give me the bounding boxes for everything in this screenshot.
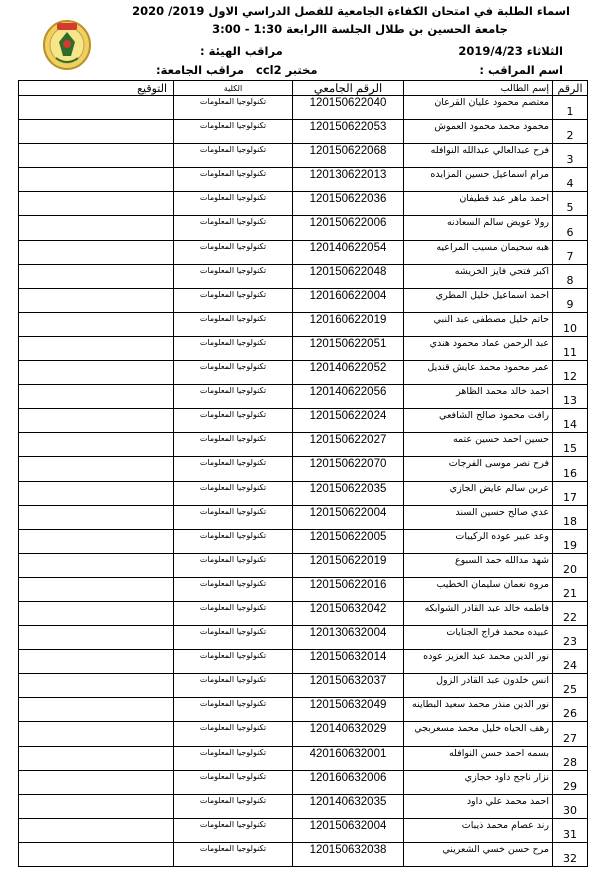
university-id: 120140622052 (293, 361, 404, 385)
table-row (19, 216, 588, 240)
university-id: 120150622024 (293, 409, 404, 433)
table-row (19, 433, 588, 457)
student-number: 3 (553, 144, 588, 168)
university-id: 120150622016 (293, 577, 404, 601)
student-number: 27 (553, 722, 588, 746)
university-id: 120150622027 (293, 433, 404, 457)
table-body (19, 96, 588, 867)
signature-cell (19, 144, 174, 168)
table-row (19, 553, 588, 577)
student-name: محمود محمد محمود العموش (404, 120, 553, 144)
table-header-row (19, 81, 588, 96)
table-row (19, 120, 588, 144)
signature-cell (19, 481, 174, 505)
signature-cell (19, 96, 174, 120)
student-number: 23 (553, 626, 588, 650)
column-header-number: الرقم (553, 81, 588, 96)
student-number: 6 (553, 216, 588, 240)
student-number: 19 (553, 529, 588, 553)
table-row (19, 650, 588, 674)
student-name: انس خلدون عبد القادر الزول (404, 674, 553, 698)
university-id: 120150632038 (293, 842, 404, 866)
university-id: 120150622006 (293, 216, 404, 240)
signature-cell (19, 770, 174, 794)
signature-cell (19, 288, 174, 312)
faculty-proctor-label: مراقب الهيئة : (200, 44, 283, 58)
student-number: 9 (553, 288, 588, 312)
college-name: تكنولوجيا المعلومات (174, 818, 293, 842)
table-row (19, 842, 588, 866)
student-name: عربن سالم عايض الجازي (404, 481, 553, 505)
signature-cell (19, 312, 174, 336)
college-name: تكنولوجيا المعلومات (174, 192, 293, 216)
table-row (19, 770, 588, 794)
college-name: تكنولوجيا المعلومات (174, 553, 293, 577)
college-name: تكنولوجيا المعلومات (174, 120, 293, 144)
student-number: 32 (553, 842, 588, 866)
student-name: فرح نصر موسى الفرجات (404, 457, 553, 481)
signature-cell (19, 409, 174, 433)
student-number: 4 (553, 168, 588, 192)
student-name: احمد خالد محمد الظاهر (404, 385, 553, 409)
university-id: 120140632035 (293, 794, 404, 818)
college-name: تكنولوجيا المعلومات (174, 529, 293, 553)
college-name: تكنولوجيا المعلومات (174, 433, 293, 457)
college-name: تكنولوجيا المعلومات (174, 698, 293, 722)
college-name: تكنولوجيا المعلومات (174, 505, 293, 529)
college-name: تكنولوجيا المعلومات (174, 577, 293, 601)
university-id: 120130632004 (293, 626, 404, 650)
university-id: 120150622005 (293, 529, 404, 553)
signature-cell (19, 626, 174, 650)
college-name: تكنولوجيا المعلومات (174, 336, 293, 360)
student-name: احمد ماهر عبد قطيفان (404, 192, 553, 216)
table-row (19, 626, 588, 650)
student-number: 11 (553, 336, 588, 360)
university-id: 120140622056 (293, 385, 404, 409)
signature-cell (19, 216, 174, 240)
table-row (19, 312, 588, 336)
column-header-university-id: الرقم الجامعي (293, 81, 404, 96)
university-id: 120140632029 (293, 722, 404, 746)
signature-cell (19, 505, 174, 529)
student-number: 21 (553, 577, 588, 601)
signature-cell (19, 529, 174, 553)
signature-cell (19, 722, 174, 746)
table-row (19, 288, 588, 312)
college-name: تكنولوجيا المعلومات (174, 626, 293, 650)
table-row (19, 457, 588, 481)
student-number: 24 (553, 650, 588, 674)
student-number: 13 (553, 385, 588, 409)
university-id: 120150622048 (293, 264, 404, 288)
student-name: عدي صالح حسين السند (404, 505, 553, 529)
university-id: 120150622019 (293, 553, 404, 577)
college-name: تكنولوجيا المعلومات (174, 361, 293, 385)
college-name: تكنولوجيا المعلومات (174, 481, 293, 505)
student-name: احمد اسماعيل خليل المطري (404, 288, 553, 312)
table-row (19, 746, 588, 770)
table-row (19, 264, 588, 288)
university-emblem-icon (42, 18, 92, 70)
college-name: تكنولوجيا المعلومات (174, 722, 293, 746)
signature-cell (19, 264, 174, 288)
student-number: 7 (553, 240, 588, 264)
table-row (19, 818, 588, 842)
university-id: 120150622070 (293, 457, 404, 481)
student-name: معتصم محمود عليان القرعان (404, 96, 553, 120)
students-table (18, 80, 588, 867)
student-name: رولا عويض سالم السعادنه (404, 216, 553, 240)
student-name: مرح حسن خسي الشعريني (404, 842, 553, 866)
student-number: 30 (553, 794, 588, 818)
proctor-name-label: اسم المراقب : (479, 63, 563, 77)
student-name: عبد الرحمن عماد محمود هندي (404, 336, 553, 360)
student-number: 20 (553, 553, 588, 577)
signature-cell (19, 192, 174, 216)
university-id: 120150632037 (293, 674, 404, 698)
lab-name: مختبر ccl2 (256, 63, 318, 77)
student-number: 16 (553, 457, 588, 481)
student-number: 31 (553, 818, 588, 842)
student-name: رند عصام محمد ذيبات (404, 818, 553, 842)
university-id: 120140622054 (293, 240, 404, 264)
student-number: 10 (553, 312, 588, 336)
college-name: تكنولوجيا المعلومات (174, 409, 293, 433)
student-name: هبه سحيمان مسيب المراعيه (404, 240, 553, 264)
university-id: 120160632006 (293, 770, 404, 794)
student-name: شهد مدالله حمد السبوع (404, 553, 553, 577)
university-id: 120150622051 (293, 336, 404, 360)
table-row (19, 192, 588, 216)
student-name: نور الدين محمد عبد العزيز عوده (404, 650, 553, 674)
student-number: 12 (553, 361, 588, 385)
university-id: 120160622019 (293, 312, 404, 336)
student-name: مرام اسماعيل حسين المزايده (404, 168, 553, 192)
college-name: تكنولوجيا المعلومات (174, 240, 293, 264)
signature-cell (19, 577, 174, 601)
college-name: تكنولوجيا المعلومات (174, 264, 293, 288)
student-name: مروه نعمان سليمان الخطيب (404, 577, 553, 601)
signature-cell (19, 698, 174, 722)
student-name: بسمه احمد حسن النوافله (404, 746, 553, 770)
signature-cell (19, 794, 174, 818)
signature-cell (19, 601, 174, 625)
student-number: 29 (553, 770, 588, 794)
student-number: 8 (553, 264, 588, 288)
student-name: عمر محمود محمد عايش قنديل (404, 361, 553, 385)
table-row (19, 144, 588, 168)
student-name: اكبر فتحي فايز الخريشه (404, 264, 553, 288)
student-number: 26 (553, 698, 588, 722)
college-name: تكنولوجيا المعلومات (174, 144, 293, 168)
student-name: احمد محمد علي داود (404, 794, 553, 818)
session-subtitle: جامعة الحسين بن طلال الجلسة االرابعة 1:30 - 3:00 (212, 22, 508, 36)
table-row (19, 96, 588, 120)
university-id: 120150622035 (293, 481, 404, 505)
college-name: تكنولوجيا المعلومات (174, 96, 293, 120)
table-row (19, 240, 588, 264)
student-name: رهف الحياه خليل محمد مسعربجي (404, 722, 553, 746)
table-row (19, 168, 588, 192)
university-id: 120150622040 (293, 96, 404, 120)
student-number: 22 (553, 601, 588, 625)
signature-cell (19, 457, 174, 481)
student-name: عبيده محمد فراج الجنايات (404, 626, 553, 650)
signature-cell (19, 842, 174, 866)
signature-cell (19, 168, 174, 192)
college-name: تكنولوجيا المعلومات (174, 288, 293, 312)
signature-cell (19, 120, 174, 144)
column-header-student-name: إسم الطالب (404, 81, 553, 96)
student-name: حسين احمد حسين عتمه (404, 433, 553, 457)
student-name: وعد عبير عوده الركيبات (404, 529, 553, 553)
student-name: فرح عبدالعالي عبدالله النوافله (404, 144, 553, 168)
sheet-title: اسماء الطلبة في امتحان الكفاءة الجامعية للفصل الدراسي الاول 2019/ 2020 (132, 4, 570, 18)
college-name: تكنولوجيا المعلومات (174, 770, 293, 794)
student-name: حاتم خليل مصطفى عبد النبي (404, 312, 553, 336)
signature-cell (19, 818, 174, 842)
signature-cell (19, 746, 174, 770)
table-row (19, 698, 588, 722)
signature-cell (19, 240, 174, 264)
student-number: 17 (553, 481, 588, 505)
column-header-signature: التوقيع (19, 81, 174, 96)
student-name: فاطمه خالد عبد القادر الشوابكه (404, 601, 553, 625)
signature-cell (19, 385, 174, 409)
student-name: رافت محمود صالح الشافعي (404, 409, 553, 433)
table-row (19, 336, 588, 360)
college-name: تكنولوجيا المعلومات (174, 746, 293, 770)
university-id: 420160632001 (293, 746, 404, 770)
student-number: 2 (553, 120, 588, 144)
college-name: تكنولوجيا المعلومات (174, 650, 293, 674)
table-row (19, 577, 588, 601)
college-name: تكنولوجيا المعلومات (174, 457, 293, 481)
exam-date: الثلاثاء 2019/4/23 (458, 44, 563, 58)
student-number: 25 (553, 674, 588, 698)
college-name: تكنولوجيا المعلومات (174, 601, 293, 625)
university-id: 120150622068 (293, 144, 404, 168)
table-row (19, 722, 588, 746)
college-name: تكنولوجيا المعلومات (174, 216, 293, 240)
table-row (19, 601, 588, 625)
signature-cell (19, 361, 174, 385)
signature-cell (19, 433, 174, 457)
table-row (19, 529, 588, 553)
table-row (19, 794, 588, 818)
student-number: 28 (553, 746, 588, 770)
university-id: 120150632004 (293, 818, 404, 842)
student-number: 15 (553, 433, 588, 457)
signature-cell (19, 650, 174, 674)
student-name: نزار ناجح داود حجازي (404, 770, 553, 794)
student-number: 1 (553, 96, 588, 120)
student-number: 14 (553, 409, 588, 433)
university-id: 120150622036 (293, 192, 404, 216)
university-id: 120150632049 (293, 698, 404, 722)
university-id: 120150622004 (293, 505, 404, 529)
university-id: 120130622013 (293, 168, 404, 192)
university-id: 120150632014 (293, 650, 404, 674)
university-id: 120160622004 (293, 288, 404, 312)
college-name: تكنولوجيا المعلومات (174, 385, 293, 409)
table-row (19, 385, 588, 409)
college-name: تكنولوجيا المعلومات (174, 842, 293, 866)
college-name: تكنولوجيا المعلومات (174, 794, 293, 818)
table-row (19, 505, 588, 529)
signature-cell (19, 674, 174, 698)
table-row (19, 409, 588, 433)
college-name: تكنولوجيا المعلومات (174, 674, 293, 698)
university-id: 120150632042 (293, 601, 404, 625)
college-name: تكنولوجيا المعلومات (174, 168, 293, 192)
table-row (19, 361, 588, 385)
column-header-college: الكلية (174, 81, 293, 96)
table-row (19, 481, 588, 505)
table-row (19, 674, 588, 698)
university-proctor-label: مراقب الجامعة: (156, 63, 244, 77)
signature-cell (19, 336, 174, 360)
student-name: نور الدين منذر محمد سعيد البطاينه (404, 698, 553, 722)
student-number: 5 (553, 192, 588, 216)
signature-cell (19, 553, 174, 577)
university-id: 120150622053 (293, 120, 404, 144)
college-name: تكنولوجيا المعلومات (174, 312, 293, 336)
student-number: 18 (553, 505, 588, 529)
